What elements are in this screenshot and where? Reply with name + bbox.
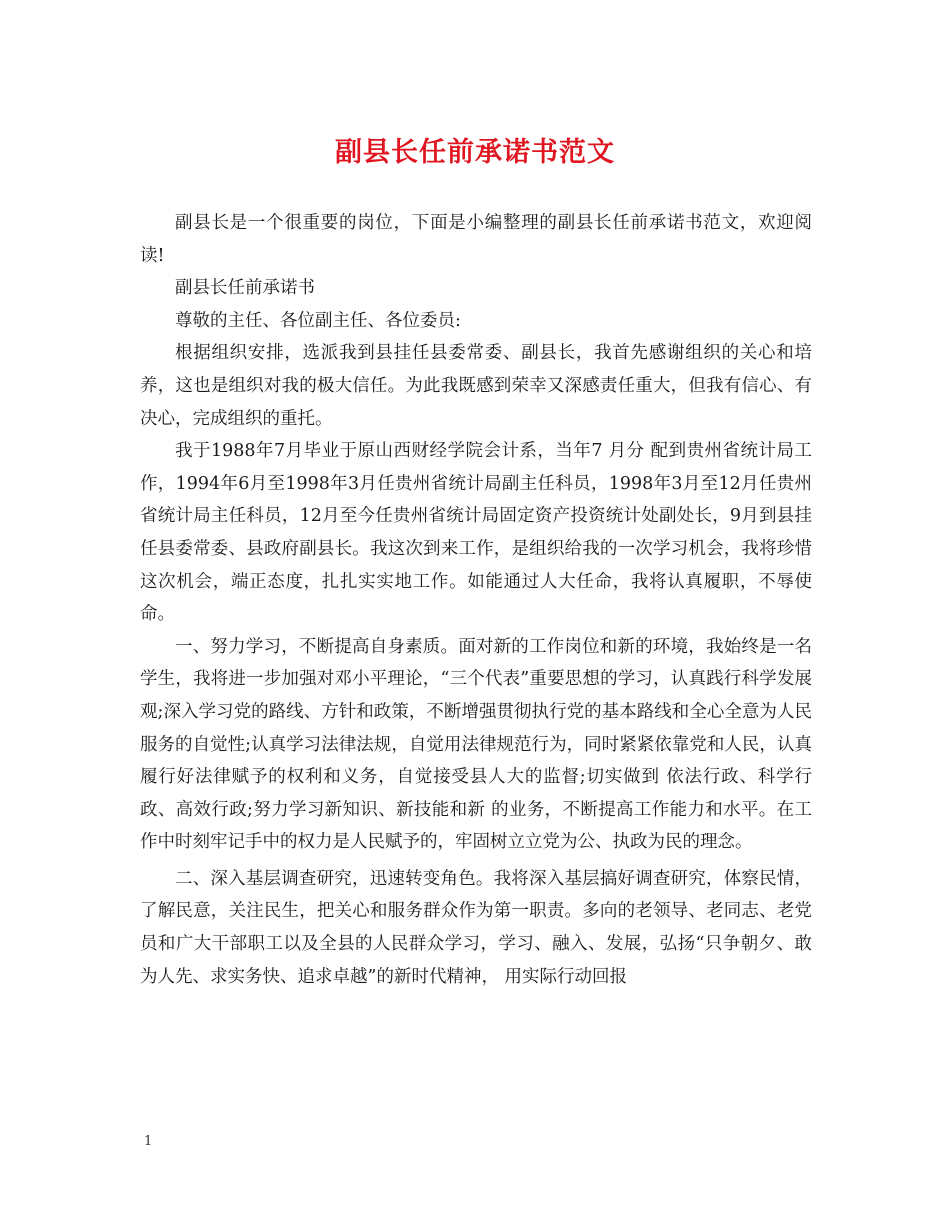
paragraph-point-2: 二、深入基层调查研究，迅速转变角色。我将深入基层搞好调查研究，体察民情，了解民意，关注民生，把关心和服务群众作为第一职责。多向的老领导、老同志、老党员和广大干部职工以及全县的人民群众学习，学习、融入、发展，弘扬“只争朝夕、敢为人先、求实务快、追求卓越”的新时代精神， 用实际行动回报 — [140, 868, 812, 987]
document-body — [140, 207, 812, 993]
paragraph-point-1: 一、努力学习，不断提高自身素质。面对新的工作岗位和新的环境，我始终是一名学生，我将进一步加强对邓小平理论，“三个代表”重要思想的学习，认真践行科学发展观;深入学习党的路线、方针和政策，不断增强贯彻执行党的基本路线和全心全意为人民服务的自觉性;认真学习法律法规，自觉用法律规范行为，同时紧紧依靠党和人民，认真履行好法律赋予的权利和义务，自觉接受县人大的监督;切实做到 依法行政、科学行政、高效行政;努力学习新知识、新技能和新 的业务，不断提高工作能力和水平。在工作中时刻牢记手中的权力是人民赋予的，牢固树立立党为公、执政为民的理念。 — [140, 636, 812, 853]
paragraph-salutation: 尊敬的主任、各位副主任、各位委员: — [175, 310, 461, 331]
paragraph-heading: 副县长任前承诺书 — [175, 278, 315, 299]
paragraph-body-2: 我于1988年7月毕业于原山西财经学院会计系，当年7 月分 配到贵州省统计局工作，1994年6月至1998年3月任贵州省统计局副主任科员，1998年3月至12月任贵州省统计局主任科员，12月至今任贵州省统计局固定资产投资统计处副处长，9月到县挂任县委常委、县政府副县长。我这次到来工作，是组织给我的一次学习机会，我将珍惜这次机会，端正态度，扎扎实实地工作。如能通过人大任命，我将认真履职，不辱使命。 — [140, 441, 812, 625]
paragraph-intro: 副县长是一个很重要的岗位，下面是小编整理的副县长任前承诺书范文，欢迎阅读! — [140, 213, 812, 266]
page-number: 1 — [144, 1134, 153, 1149]
paragraph-body-1: 根据组织安排，选派我到县挂任县委常委、副县长，我首先感谢组织的关心和培养，这也是组织对我的极大信任。为此我既感到荣幸又深感责任重大，但我有信心、有决心，完成组织的重托。 — [140, 343, 812, 429]
document-title: 副县长任前承诺书范文 — [335, 137, 615, 168]
